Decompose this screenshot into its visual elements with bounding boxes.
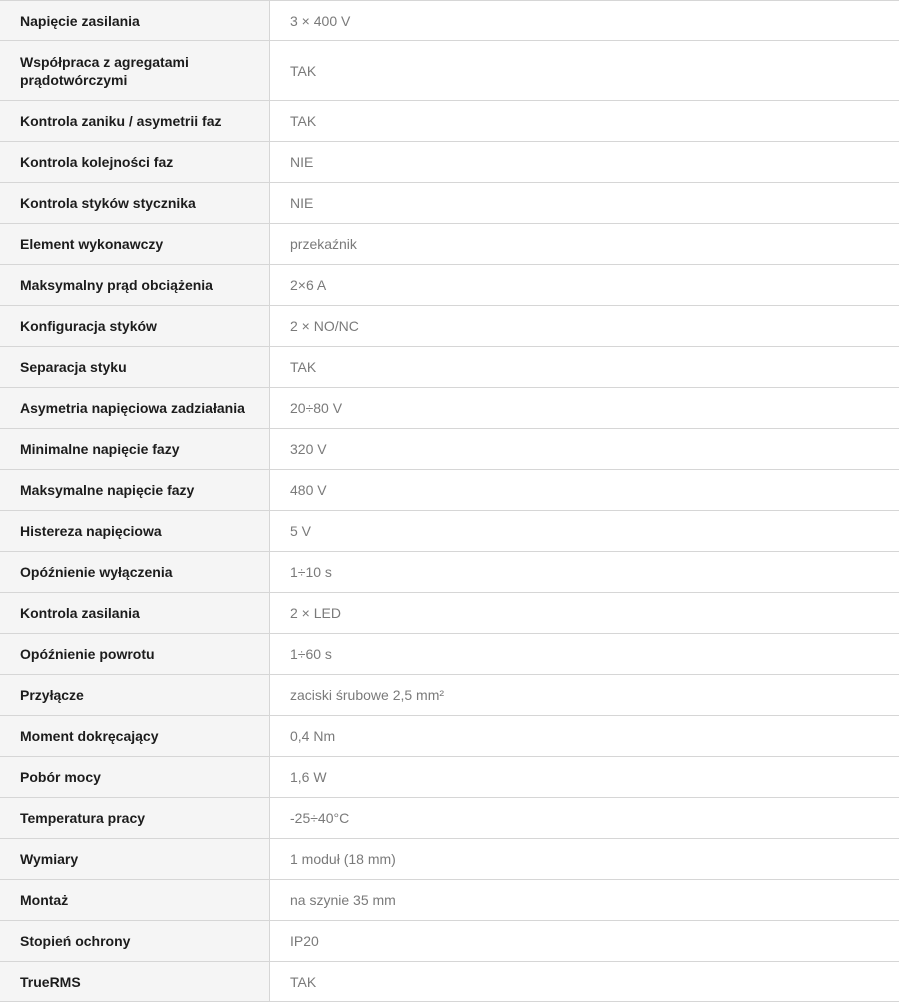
spec-label: Współpraca z agregatami prądotwórczymi — [0, 41, 270, 101]
spec-row — [0, 757, 899, 798]
spec-value: 3 × 400 V — [270, 1, 899, 41]
spec-label: Kontrola styków stycznika — [0, 183, 270, 224]
spec-row — [0, 429, 899, 470]
spec-label: Przyłącze — [0, 675, 270, 716]
spec-value: TAK — [270, 41, 899, 101]
spec-row — [0, 962, 899, 1002]
spec-label: Asymetria napięciowa zadziałania — [0, 388, 270, 429]
spec-row — [0, 347, 899, 388]
spec-label: Element wykonawczy — [0, 224, 270, 265]
spec-value: 1,6 W — [270, 757, 899, 798]
spec-row — [0, 224, 899, 265]
spec-value: 20÷80 V — [270, 388, 899, 429]
spec-value: 2 × NO/NC — [270, 306, 899, 347]
spec-value: -25÷40°C — [270, 798, 899, 839]
spec-value: TAK — [270, 101, 899, 142]
spec-row — [0, 798, 899, 839]
spec-label: Histereza napięciowa — [0, 511, 270, 552]
spec-value: 0,4 Nm — [270, 716, 899, 757]
spec-row — [0, 388, 899, 429]
spec-row — [0, 675, 899, 716]
specification-table-body — [0, 1, 899, 1002]
spec-row — [0, 593, 899, 634]
spec-value: na szynie 35 mm — [270, 880, 899, 921]
spec-value: 5 V — [270, 511, 899, 552]
spec-row — [0, 183, 899, 224]
spec-label: Separacja styku — [0, 347, 270, 388]
spec-label: TrueRMS — [0, 962, 270, 1002]
spec-value: 1÷10 s — [270, 552, 899, 593]
spec-label: Kontrola zaniku / asymetrii faz — [0, 101, 270, 142]
spec-value: IP20 — [270, 921, 899, 962]
spec-label: Konfiguracja styków — [0, 306, 270, 347]
spec-label: Minimalne napięcie fazy — [0, 429, 270, 470]
spec-value: TAK — [270, 347, 899, 388]
spec-value: 1 moduł (18 mm) — [270, 839, 899, 880]
spec-row — [0, 552, 899, 593]
spec-row — [0, 839, 899, 880]
spec-label: Kontrola kolejności faz — [0, 142, 270, 183]
spec-row — [0, 511, 899, 552]
spec-value: przekaźnik — [270, 224, 899, 265]
spec-label: Napięcie zasilania — [0, 1, 270, 41]
spec-row — [0, 41, 899, 101]
spec-row — [0, 921, 899, 962]
spec-row — [0, 470, 899, 511]
spec-value: NIE — [270, 142, 899, 183]
spec-value: 2×6 A — [270, 265, 899, 306]
spec-label: Pobór mocy — [0, 757, 270, 798]
spec-row — [0, 716, 899, 757]
spec-value: 480 V — [270, 470, 899, 511]
spec-label: Moment dokręcający — [0, 716, 270, 757]
spec-label: Temperatura pracy — [0, 798, 270, 839]
spec-value: 320 V — [270, 429, 899, 470]
spec-label: Opóźnienie wyłączenia — [0, 552, 270, 593]
spec-value: 1÷60 s — [270, 634, 899, 675]
spec-row — [0, 880, 899, 921]
spec-row — [0, 634, 899, 675]
spec-label: Maksymalne napięcie fazy — [0, 470, 270, 511]
spec-row — [0, 101, 899, 142]
spec-label: Wymiary — [0, 839, 270, 880]
spec-label: Montaż — [0, 880, 270, 921]
spec-label: Stopień ochrony — [0, 921, 270, 962]
spec-row — [0, 1, 899, 41]
spec-row — [0, 306, 899, 347]
spec-value: TAK — [270, 962, 899, 1002]
spec-value: NIE — [270, 183, 899, 224]
spec-row — [0, 142, 899, 183]
spec-label: Opóźnienie powrotu — [0, 634, 270, 675]
spec-row — [0, 265, 899, 306]
spec-value: 2 × LED — [270, 593, 899, 634]
spec-value: zaciski śrubowe 2,5 mm² — [270, 675, 899, 716]
spec-label: Kontrola zasilania — [0, 593, 270, 634]
spec-label: Maksymalny prąd obciążenia — [0, 265, 270, 306]
